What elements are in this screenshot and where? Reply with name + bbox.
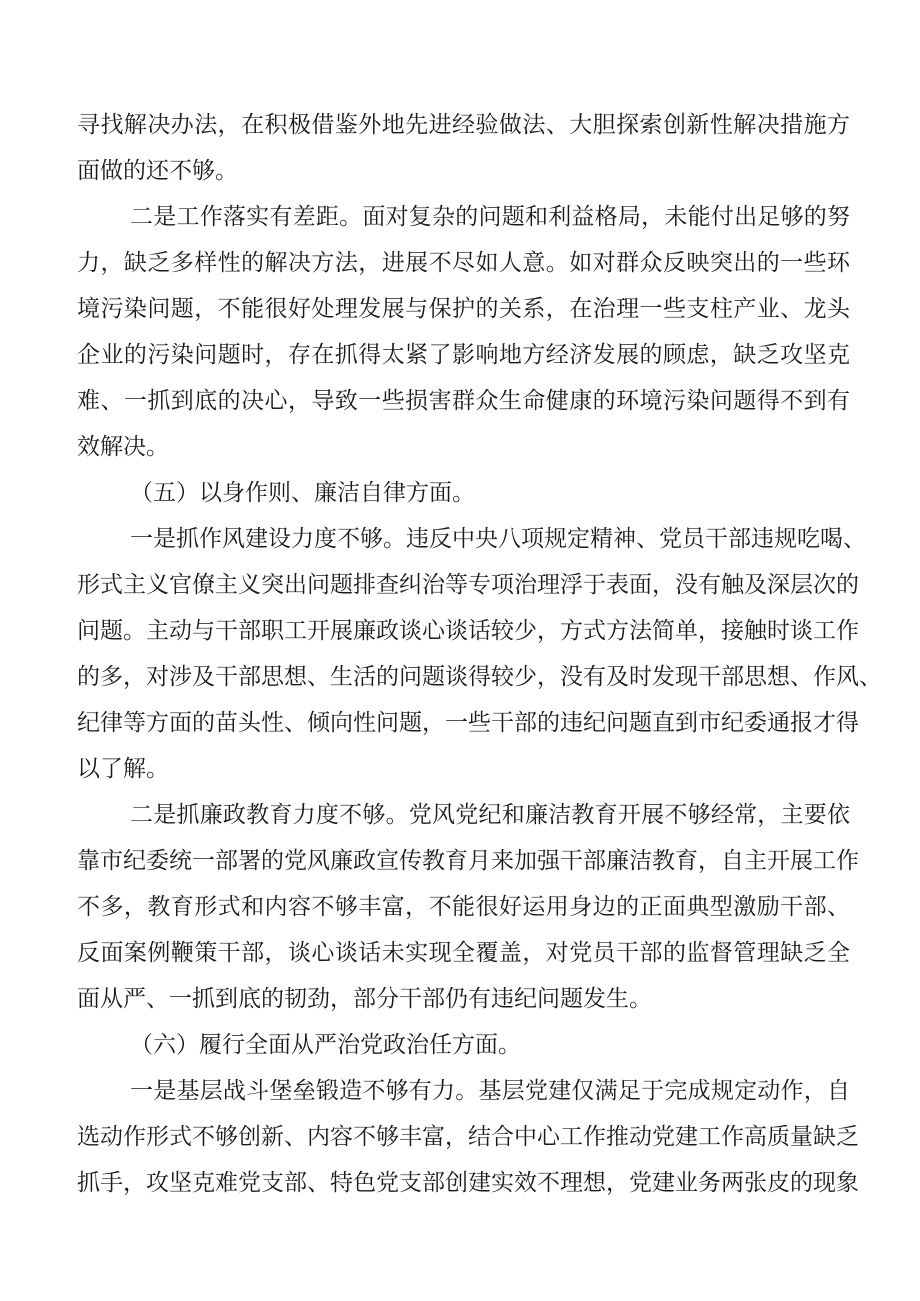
section-heading: （六）履行全面从严治党政治任方面。: [130, 1032, 521, 1058]
text-line: 力，缺乏多样性的解决方法，进展不尽如人意。如对群众反映突出的一些环: [77, 250, 850, 276]
section-heading: （五）以身作则、廉洁自律方面。: [130, 480, 475, 506]
text-line: 的多，对涉及干部思想、生活的问题谈得较少，没有及时发现干部思想、作风、: [77, 664, 882, 690]
text-line: 反面案例鞭策干部，谈心谈话未实现全覆盖，对党员干部的监督管理缺乏全: [77, 940, 850, 966]
text-line: 难、一抓到底的决心，导致一些损害群众生命健康的环境污染问题得不到有: [77, 388, 850, 414]
text-line: 面从严、一抓到底的韧劲，部分干部仍有违纪问题发生。: [77, 986, 652, 1012]
text-line: 面做的还不够。: [77, 158, 238, 184]
text-line: 抓手，攻坚克难党支部、特色党支部创建实效不理想，党建业务两张皮的现象: [77, 1170, 859, 1196]
text-line: 形式主义官僚主义突出问题排查纠治等专项治理浮于表面，没有触及深层次的: [77, 572, 859, 598]
text-line: 企业的污染问题时，存在抓得太紧了影响地方经济发展的顾虑，缺乏攻坚克: [77, 342, 850, 368]
paragraph-start: 二是抓廉政教育力度不够。党风党纪和廉洁教育开展不够经常，主要依: [130, 802, 850, 828]
text-line: 境污染问题，不能很好处理发展与保护的关系，在治理一些支柱产业、龙头: [77, 296, 850, 322]
text-line: 寻找解决办法，在积极借鉴外地先进经验做法、大胆探索创新性解决措施方: [77, 112, 850, 138]
text-line: 靠市纪委统一部署的党风廉政宣传教育月来加强干部廉洁教育，自主开展工作: [77, 848, 859, 874]
text-line: 问题。主动与干部职工开展廉政谈心谈话较少，方式方法简单，接触时谈工作: [77, 618, 859, 644]
paragraph-start: 一是基层战斗堡垒锻造不够有力。基层党建仅满足于完成规定动作，自: [130, 1078, 850, 1104]
text-line: 纪律等方面的苗头性、倾向性问题，一些干部的违纪问题直到市纪委通报才得: [77, 710, 859, 736]
paragraph-start: 二是工作落实有差距。面对复杂的问题和利益格局，未能付出足够的努: [130, 204, 850, 230]
text-line: 不多，教育形式和内容不够丰富，不能很好运用身边的正面典型激励干部、: [77, 894, 850, 920]
text-line: 选动作形式不够创新、内容不够丰富，结合中心工作推动党建工作高质量缺乏: [77, 1124, 859, 1150]
paragraph-start: 一是抓作风建设力度不够。违反中央八项规定精神、党员干部违规吃喝、: [130, 526, 866, 552]
text-line: 效解决。: [77, 434, 169, 460]
text-line: 以了解。: [77, 756, 169, 782]
